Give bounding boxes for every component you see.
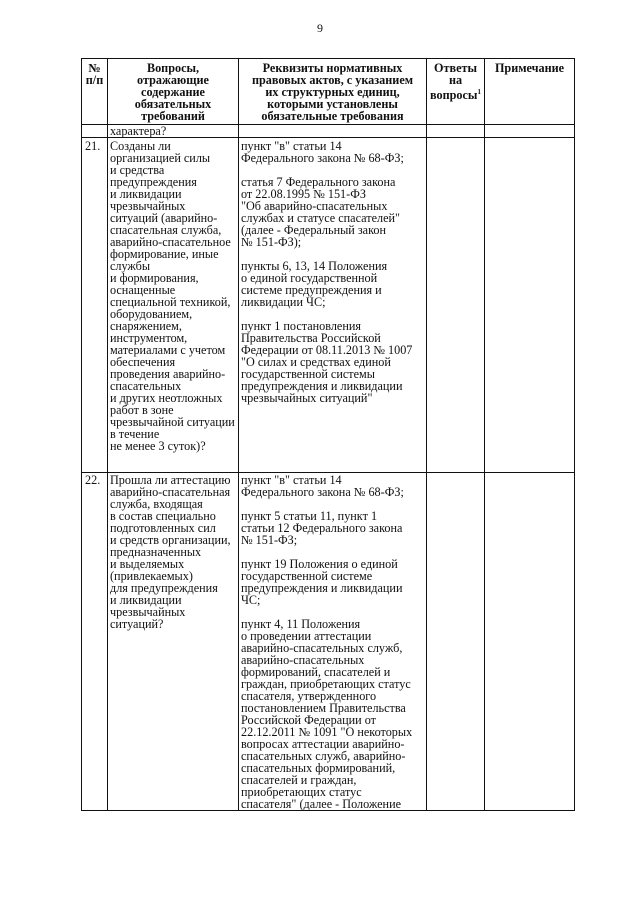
cell-question: Прошла ли аттестацию аварийно-спасательная служба, входящая в состав специально подготовленных сил и средств организации, предназначенных и выделяемых (привлекаемых) для предупреждения и ликвидации чрезвычайных ситуаций? — [108, 473, 239, 811]
header-number: № п/п — [82, 59, 108, 125]
cell-question: характера? — [108, 125, 239, 138]
cell-num — [82, 125, 108, 138]
header-notes: Примечание — [485, 59, 575, 125]
table-row — [82, 138, 575, 473]
header-answers: Ответы на вопросы$^1$ — [427, 59, 485, 125]
cell-requisites — [239, 125, 427, 138]
cell-requisites: пункт "в" статьи 14 Федерального закона № 68-ФЗ; статья 7 Федерального закона от 22.08.1995 № 151-ФЗ "Об аварийно-спасательных службах и статусе спасателей" (далее - Федеральный закон № 151-ФЗ); пункты 6, 13, 14 Положения о единой государственной системе предупреждения и ликвидации ЧС; пункт 1 постановления Правительства Российской Федерации от 08.11.2013 № 1007 "О силах и средствах единой государственной системы предупреждения и ликвидации чрезвычайных ситуаций" — [239, 138, 427, 473]
cell-answer — [427, 473, 485, 811]
cell-question: Созданы ли организацией силы и средства предупреждения и ликвидации чрезвычайных ситуаций (аварийно- спасательная служба, аварийно-спасательное формирование, иные службы и формирования, оснащенные специальной техникой, оборудованием, снаряжением, инструментом, материалами с учетом обеспечения проведения аварийно- спасательных и других неотложных работ в зоне чрезвычайной ситуации в течение не менее 3 суток)? — [108, 138, 239, 473]
table-row — [82, 473, 575, 811]
cell-note — [485, 138, 575, 473]
footnote-marker: 1 — [477, 88, 481, 96]
cell-note — [485, 125, 575, 138]
page-number: 9 — [317, 21, 323, 35]
cell-num: 22. — [82, 473, 108, 811]
table-header-row — [82, 59, 575, 125]
cell-requisites: пункт "в" статьи 14 Федерального закона № 68-ФЗ; пункт 5 статьи 11, пункт 1 статьи 12 Федерального закона № 151-ФЗ; пункт 19 Положения о единой государственной системе предупреждения и ликвидации ЧС; пункт 4, 11 Положения о проведении аттестации аварийно-спасательных служб, аварийно-спасательных формирований, спасателей и граждан, приобретающих статус спасателя, утвержденного постановлением Правительства Российской Федерации от 22.12.2011 № 1091 "О некоторых вопросах аттестации аварийно- спасательных служб, аварийно- спасательных формирований, спасателей и граждан, приобретающих статус спасателя" (далее - Положение — [239, 473, 427, 811]
cell-answer — [427, 138, 485, 473]
header-questions: Вопросы, отражающие содержание обязательных требований — [108, 59, 239, 125]
requirements-table — [81, 58, 575, 811]
cell-note — [485, 473, 575, 811]
cell-answer — [427, 125, 485, 138]
header-requisites: Реквизиты нормативных правовых актов, с указанием их структурных единиц, которыми установлены обязательные требования — [239, 59, 427, 125]
table-row-continuation — [82, 125, 575, 138]
cell-num: 21. — [82, 138, 108, 473]
